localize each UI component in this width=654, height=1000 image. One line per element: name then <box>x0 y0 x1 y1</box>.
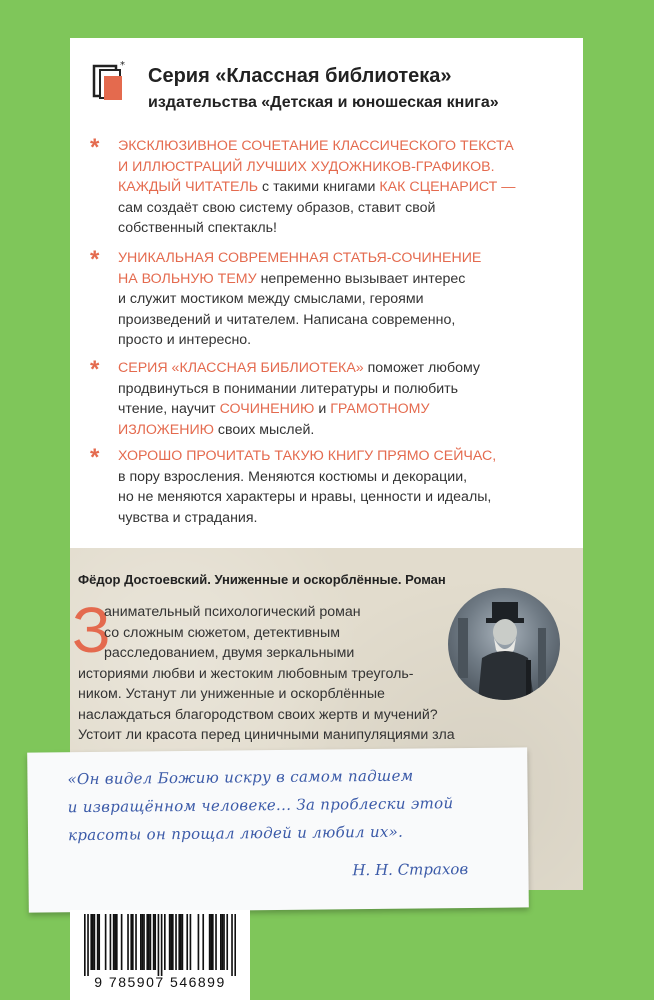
barcode-bar <box>94 914 96 970</box>
barcode-bar <box>210 914 212 970</box>
highlight-text: ХОРОШО ПРОЧИТАТЬ ТАКУЮ КНИГУ ПРЯМО СЕЙЧАС, <box>118 448 497 464</box>
isbn-barcode <box>70 910 250 1000</box>
logo-asterisk: * <box>120 60 125 71</box>
highlight-text: СЕРИЯ «КЛАССНАЯ БИБЛИОТЕКА» <box>118 360 364 376</box>
series-title: Серия «Классная библиотека» <box>148 65 452 87</box>
asterisk-bullet-icon: * <box>90 444 100 471</box>
feature-line <box>118 358 562 379</box>
barcode-bar <box>182 914 184 970</box>
barcode-bar <box>90 914 92 970</box>
body-text: но не меняются характеры и нравы, ценности и идеалы, <box>118 489 492 505</box>
barcode-bar <box>158 914 160 976</box>
feature-line <box>118 177 562 198</box>
feature-item <box>92 136 562 239</box>
isbn-digits: 9 785907 546899 <box>94 974 226 990</box>
feature-line <box>118 399 562 420</box>
highlight-text: УНИКАЛЬНАЯ СОВРЕМЕННАЯ СТАТЬЯ-СОЧИНЕНИЕ <box>118 250 482 266</box>
body-text: чтение, научит <box>118 401 220 417</box>
highlight-text: ИЗЛОЖЕНИЮ <box>118 421 214 438</box>
annotation-line: анимательный психологический роман <box>104 604 361 620</box>
barcode-bar <box>190 914 192 970</box>
barcode-bar <box>110 914 112 970</box>
barcode-bar <box>209 914 211 970</box>
highlight-text: СОЧИНЕНИЮ <box>219 401 315 417</box>
annotation-line: расследованием, двумя зеркальными <box>104 645 355 661</box>
character-portrait <box>448 588 560 700</box>
barcode-bar <box>161 914 163 976</box>
barcode-bar <box>154 914 156 970</box>
annotation-line: наслаждаться благородством своих жертв и мучений? <box>78 706 438 723</box>
barcode-bar <box>212 914 214 970</box>
barcode-bar <box>143 914 145 970</box>
feature-line <box>118 330 562 351</box>
highlight-text: ЭКСКЛЮЗИВНОЕ СОЧЕТАНИЕ КЛАССИЧЕСКОГО ТЕКСТА <box>118 138 514 154</box>
feature-line <box>118 487 562 508</box>
barcode-bar <box>231 914 233 976</box>
barcode-bar <box>153 914 155 970</box>
barcode-bar <box>148 914 150 970</box>
highlight-text: КАЖДЫЙ ЧИТАТЕЛЬ <box>118 179 259 195</box>
annotation-line: со сложным сюжетом, детективным <box>104 624 340 641</box>
body-text: непременно вызывает интерес <box>256 270 466 287</box>
feature-line <box>118 420 562 441</box>
body-text: в пору взросления. Меняются костюмы и декорации, <box>118 468 468 485</box>
highlight-text: И ИЛЛЮСТРАЦИЙ ЛУЧШИХ ХУДОЖНИКОВ-ГРАФИКОВ. <box>118 158 495 175</box>
barcode-bar <box>132 914 134 970</box>
body-text: и служит мостиком между смыслами, героями <box>118 291 424 307</box>
quote-line: и извращённом человеке... За проблески этой <box>67 794 454 817</box>
barcode-bar <box>222 914 224 970</box>
feature-line <box>118 248 562 269</box>
barcode-bar <box>116 914 118 970</box>
publisher-line: издательства «Детская и юношеская книга» <box>148 94 499 111</box>
feature-line <box>118 446 562 467</box>
asterisk-bullet-icon: * <box>90 246 100 273</box>
highlight-text: КАК СЦЕНАРИСТ — <box>379 179 516 195</box>
barcode-bar <box>92 914 94 970</box>
barcode-bar <box>180 914 182 970</box>
feature-line <box>118 289 562 310</box>
book-logo-icon <box>90 60 126 104</box>
annotation-line: Устоит ли красота перед циничными манипуляциями зла <box>78 727 455 743</box>
feature-line <box>118 310 562 331</box>
feature-line <box>118 269 562 290</box>
barcode-bar <box>113 914 115 970</box>
body-text: продвинуться в понимании литературы и полюбить <box>118 380 459 397</box>
barcode-bar <box>127 914 129 970</box>
barcode-bar <box>105 914 107 970</box>
body-text: с такими книгами <box>258 179 380 195</box>
asterisk-bullet-icon: * <box>90 134 100 161</box>
feature-item <box>92 446 562 528</box>
feature-line <box>118 467 562 488</box>
barcode-bar <box>140 914 142 970</box>
book-title: Фёдор Достоевский. Униженные и оскорблённые. Роман <box>78 572 446 587</box>
feature-line <box>118 379 562 400</box>
barcode-bar <box>220 914 222 970</box>
body-text: своих мыслей. <box>213 421 315 438</box>
feature-item <box>92 248 562 351</box>
barcode-bars <box>84 914 236 976</box>
barcode-bar <box>130 914 132 970</box>
barcode-bar <box>114 914 116 970</box>
barcode-bar <box>169 914 171 970</box>
barcode-bar <box>202 914 204 970</box>
quote-author: Н. Н. Страхов <box>352 860 469 880</box>
barcode-bar <box>164 914 166 970</box>
barcode-bar <box>223 914 225 970</box>
barcode-bar <box>97 914 99 970</box>
series-info-panel <box>70 38 583 548</box>
highlight-text: ГРАМОТНОМУ <box>330 401 430 417</box>
asterisk-bullet-icon: * <box>90 356 100 383</box>
barcode-bar <box>175 914 177 970</box>
barcode-bar <box>186 914 188 970</box>
feature-line <box>118 218 562 239</box>
barcode-bar <box>121 914 123 970</box>
barcode-bar <box>234 914 236 976</box>
feature-line <box>118 508 562 529</box>
annotation-line: историями любви и жестоким любовным треуголь- <box>78 665 414 682</box>
body-text: произведений и читателем. Написана современно, <box>118 311 456 328</box>
body-text: и <box>314 401 331 417</box>
feature-line <box>118 157 562 178</box>
barcode-bar <box>215 914 217 970</box>
body-text: чувства и страдания. <box>118 509 258 526</box>
barcode-bar <box>135 914 137 970</box>
barcode-bar <box>84 914 86 976</box>
portrait-figure-icon <box>448 588 560 700</box>
barcode-bar <box>87 914 89 976</box>
quote-line: «Он видел Божию искру в самом падшем <box>67 766 414 789</box>
barcode-bar <box>198 914 200 970</box>
barcode-bar <box>172 914 174 970</box>
feature-line <box>118 136 562 157</box>
barcode-bar <box>178 914 180 970</box>
body-text: собственный спектакль! <box>118 220 277 236</box>
body-text: поможет любому <box>363 360 480 376</box>
highlight-text: НА ВОЛЬНУЮ ТЕМУ <box>118 270 257 287</box>
body-text: просто и интересно. <box>118 332 252 348</box>
annotation-line: ником. Устанут ли униженные и оскорблённые <box>78 686 385 702</box>
body-text: сам создаёт свою систему образов, ставит свой <box>118 199 436 216</box>
quote-line: красоты он прощал людей и любил их». <box>67 822 404 845</box>
feature-item <box>92 358 562 440</box>
barcode-bar <box>146 914 148 970</box>
barcode-bar <box>142 914 144 970</box>
barcode-bar <box>150 914 152 970</box>
barcode-bar <box>98 914 100 970</box>
feature-line <box>118 198 562 219</box>
barcode-bar <box>226 914 228 970</box>
quote-card <box>27 747 529 912</box>
barcode-bar <box>170 914 172 970</box>
drop-cap: З <box>72 594 111 666</box>
